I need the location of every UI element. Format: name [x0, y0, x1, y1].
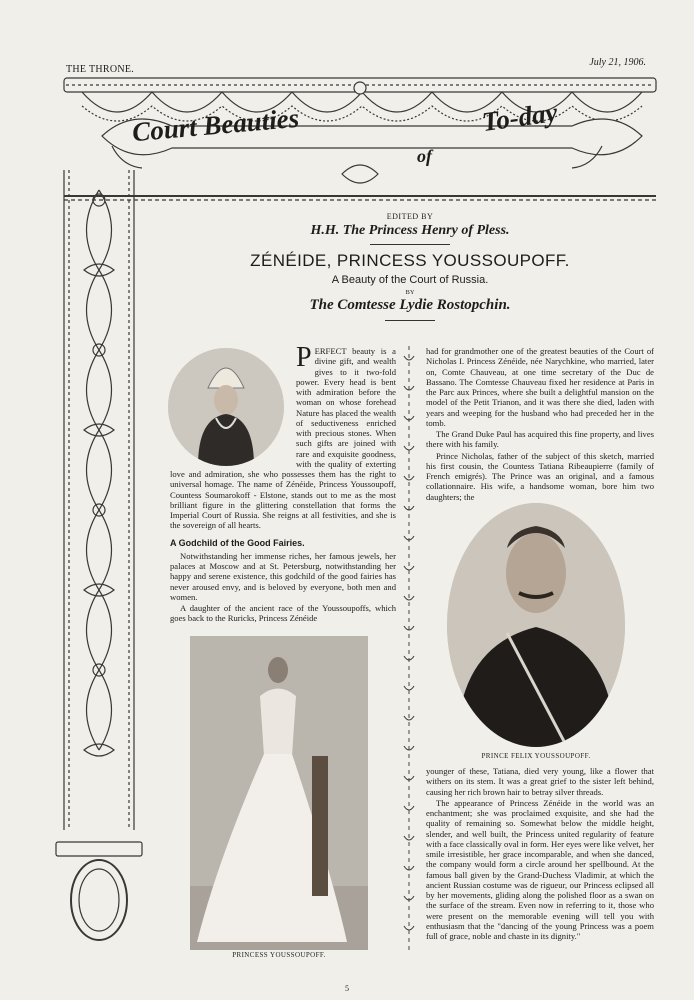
column-divider-ornament	[402, 346, 416, 952]
caption-princess: PRINCESS YOUSSOUPOFF.	[232, 951, 326, 959]
article-header	[160, 212, 660, 321]
banner-title-of: of	[417, 146, 432, 166]
author-rule	[385, 320, 435, 321]
portrait-princess-gown	[190, 636, 368, 950]
column-2-top	[426, 346, 654, 503]
editor-name: H.H. The Princess Henry of Pless.	[310, 223, 510, 238]
page-number: 5	[345, 984, 349, 993]
photo-oval-felix	[447, 503, 625, 747]
caption-felix: PRINCE FELIX YOUSSOUPOFF.	[481, 752, 591, 760]
column-1	[170, 342, 396, 625]
heart-chain-divider	[402, 346, 416, 952]
left-border-ornament	[54, 170, 144, 950]
by-label: BY	[405, 289, 415, 296]
section-heading: A Godchild of the Good Fairies.	[170, 537, 305, 548]
banner-title-2: To-day	[480, 96, 560, 138]
dropcap-letter: P	[296, 342, 312, 373]
article-subtitle: A Beauty of the Court of Russia.	[331, 274, 489, 286]
publication-name: THE THRONE.	[66, 64, 135, 75]
article-title: ZÉNÉIDE, PRINCESS YOUSSOUPOFF.	[250, 251, 570, 270]
paragraph-prince-nicholas: Prince Nicholas, father of the subject of this sketch, married his first cousin, the Countess Tatiana Ribeaupierre (family of French emigrés). The Prince was an original, and a famous collationnaire. His wife, a handsome woman, bore him two daughters; the	[426, 450, 654, 502]
banner	[62, 76, 658, 204]
column-1-float-spacer	[170, 346, 296, 468]
paragraph-grandmother: had for grandmother one of the greatest beauties of the Court of Nicholas I. Princess Zénéide, née Narychkine, who married, later on, Comte Chauveau, at one time secretary of the Duc de Bassano. The Comtesse Chauveau fixed her residence at Paris in the Parc aux Princes, where she built a delightful mansion on the model of the Petit Trianon, and it was there she died, laden with years and weeping for the husband who had preceded her in the tomb.	[426, 346, 654, 428]
photo-princess-standing	[190, 636, 368, 950]
author-name: The Comtesse Lydie Rostopchin.	[309, 297, 511, 313]
banner-title-1: Court Beauties	[130, 102, 301, 148]
paragraph-riches: Notwithstanding her immense riches, her famous jewels, her palaces at Moscow and at St. Petersburg, notwithstanding her happy and serene existence, this godchild of the good fairies has never aroused envy, and is beloved by everyone, both men and women.	[170, 550, 396, 602]
column-2-bottom	[426, 766, 654, 942]
title-rule	[370, 244, 450, 245]
intro-paragraph: ERFECT beauty is a divine gift, and wealth gives to it two-fold power. Every head is bent with admiration before the woman on whose forehead Nature has placed the wealth of seductiveness enriched with precious stones. When such gifts are joined with rare and exquisite goodness, with the quality of exterting love and admiration, she who possesses them has the right to universal homage. The name of Zénéide, Princess Youssoupoff, Countess Soumarokoff - Elstone, stands out to me as the most brilliant figure in the glittering constellation that forms the Imperial Court of Russia. She reigns at all festivities, and she is the sovereign of all hearts.	[170, 346, 396, 531]
paragraph-grand-duke: The Grand Duke Paul has acquired this fine property, and lives there with his family.	[426, 429, 654, 450]
portrait-prince-felix	[447, 503, 625, 747]
issue-date: July 21, 1906.	[589, 57, 646, 68]
paragraph-appearance: The appearance of Princess Zénéide in the world was an enchantment; she was proclaimed exquisite, and she had the quality of remaining so. Somewhat below the middle height, slender, and well built, the Princess united regularity of feature with a face classically oval in form. Her eyes were like velvet, her smile irresistible, her grace incomparable, and when she danced, the company would form a circle around her spellbound. At the famous ball given by the Grand-Duchess Vladimir, at which the ancient Russian costume was de rigueur, our Princess eclipsed all by her movements, gliding along the polished floor as a swan on the surface of the stream. Even now in referring to it, those who were present on the memorable evening will tell you with enthusiasm that the "dancing of the young Princess was a poem full of grace, noble and chaste in its dignity."	[426, 797, 654, 941]
ribbon-garland-ornament	[54, 170, 144, 950]
paragraph-ancestry: A daughter of the ancient race of the Youssoupoffs, which goes back to the Ruricks, Princess Zénéide	[170, 603, 396, 624]
paragraph-tatiana: younger of these, Tatiana, died very young, like a flower that withers on its stem. It was a great grief to the sister left behind, causing her rich brown hair to betray silver threads.	[426, 766, 654, 797]
edited-by-label: EDITED BY	[386, 212, 434, 221]
